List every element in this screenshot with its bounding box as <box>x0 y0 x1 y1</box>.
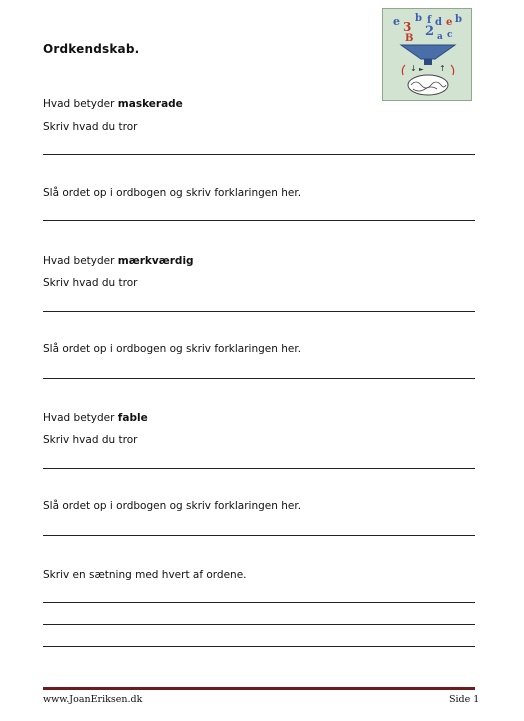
question-prefix: Hvad betyder <box>43 412 118 424</box>
guess-prompt: Skriv hvad du tror <box>43 434 138 446</box>
lookup-prompt: Slå ordet op i ordbogen og skriv forklaringen her. <box>43 343 302 355</box>
lookup-prompt: Slå ordet op i ordbogen og skriv forklaringen her. <box>43 187 302 199</box>
svg-text:↓: ↓ <box>410 64 417 73</box>
guess-prompt: Skriv hvad du tror <box>43 121 138 133</box>
sentence-prompt: Skriv en sætning med hvert af ordene. <box>43 569 247 581</box>
svg-text:2: 2 <box>425 24 435 39</box>
footer-page-number: Side 1 <box>449 694 480 705</box>
question-word: maskerade <box>117 98 183 110</box>
svg-text:B: B <box>405 33 414 44</box>
svg-text:c: c <box>447 30 453 40</box>
footer-site: www.JoanEriksen.dk <box>43 694 143 705</box>
answer-line[interactable] <box>43 154 475 155</box>
svg-text:►: ► <box>419 66 424 73</box>
brain-funnel-logo-icon <box>382 8 472 101</box>
answer-line[interactable] <box>43 468 475 469</box>
question-maskerade <box>43 98 183 110</box>
svg-text:d: d <box>435 17 442 28</box>
answer-line[interactable] <box>43 378 475 379</box>
sentence-line[interactable] <box>43 624 475 625</box>
svg-text:e: e <box>393 15 400 28</box>
footer-rule <box>43 687 475 690</box>
question-word: fable <box>117 412 148 424</box>
question-prefix: Hvad betyder <box>43 255 118 267</box>
answer-line[interactable] <box>43 311 475 312</box>
answer-line[interactable] <box>43 220 475 221</box>
svg-text:b: b <box>455 14 462 25</box>
svg-text:3: 3 <box>403 20 412 34</box>
svg-text:f: f <box>427 15 432 26</box>
lookup-prompt: Slå ordet op i ordbogen og skriv forklaringen her. <box>43 500 302 512</box>
svg-text:e: e <box>446 17 453 28</box>
question-fable <box>43 412 148 424</box>
guess-prompt: Skriv hvad du tror <box>43 277 138 289</box>
svg-text:a: a <box>437 32 443 42</box>
svg-text:b: b <box>415 13 422 24</box>
sentence-line[interactable] <box>43 602 475 603</box>
question-word: mærkværdig <box>117 255 194 267</box>
sentence-line[interactable] <box>43 646 475 647</box>
question-maerkvaerdig <box>43 255 194 267</box>
question-prefix: Hvad betyder <box>43 98 118 110</box>
answer-line[interactable] <box>43 535 475 536</box>
page-title: Ordkendskab. <box>43 42 140 56</box>
logo-graphic <box>383 9 471 100</box>
svg-text:↑: ↑ <box>439 64 446 73</box>
